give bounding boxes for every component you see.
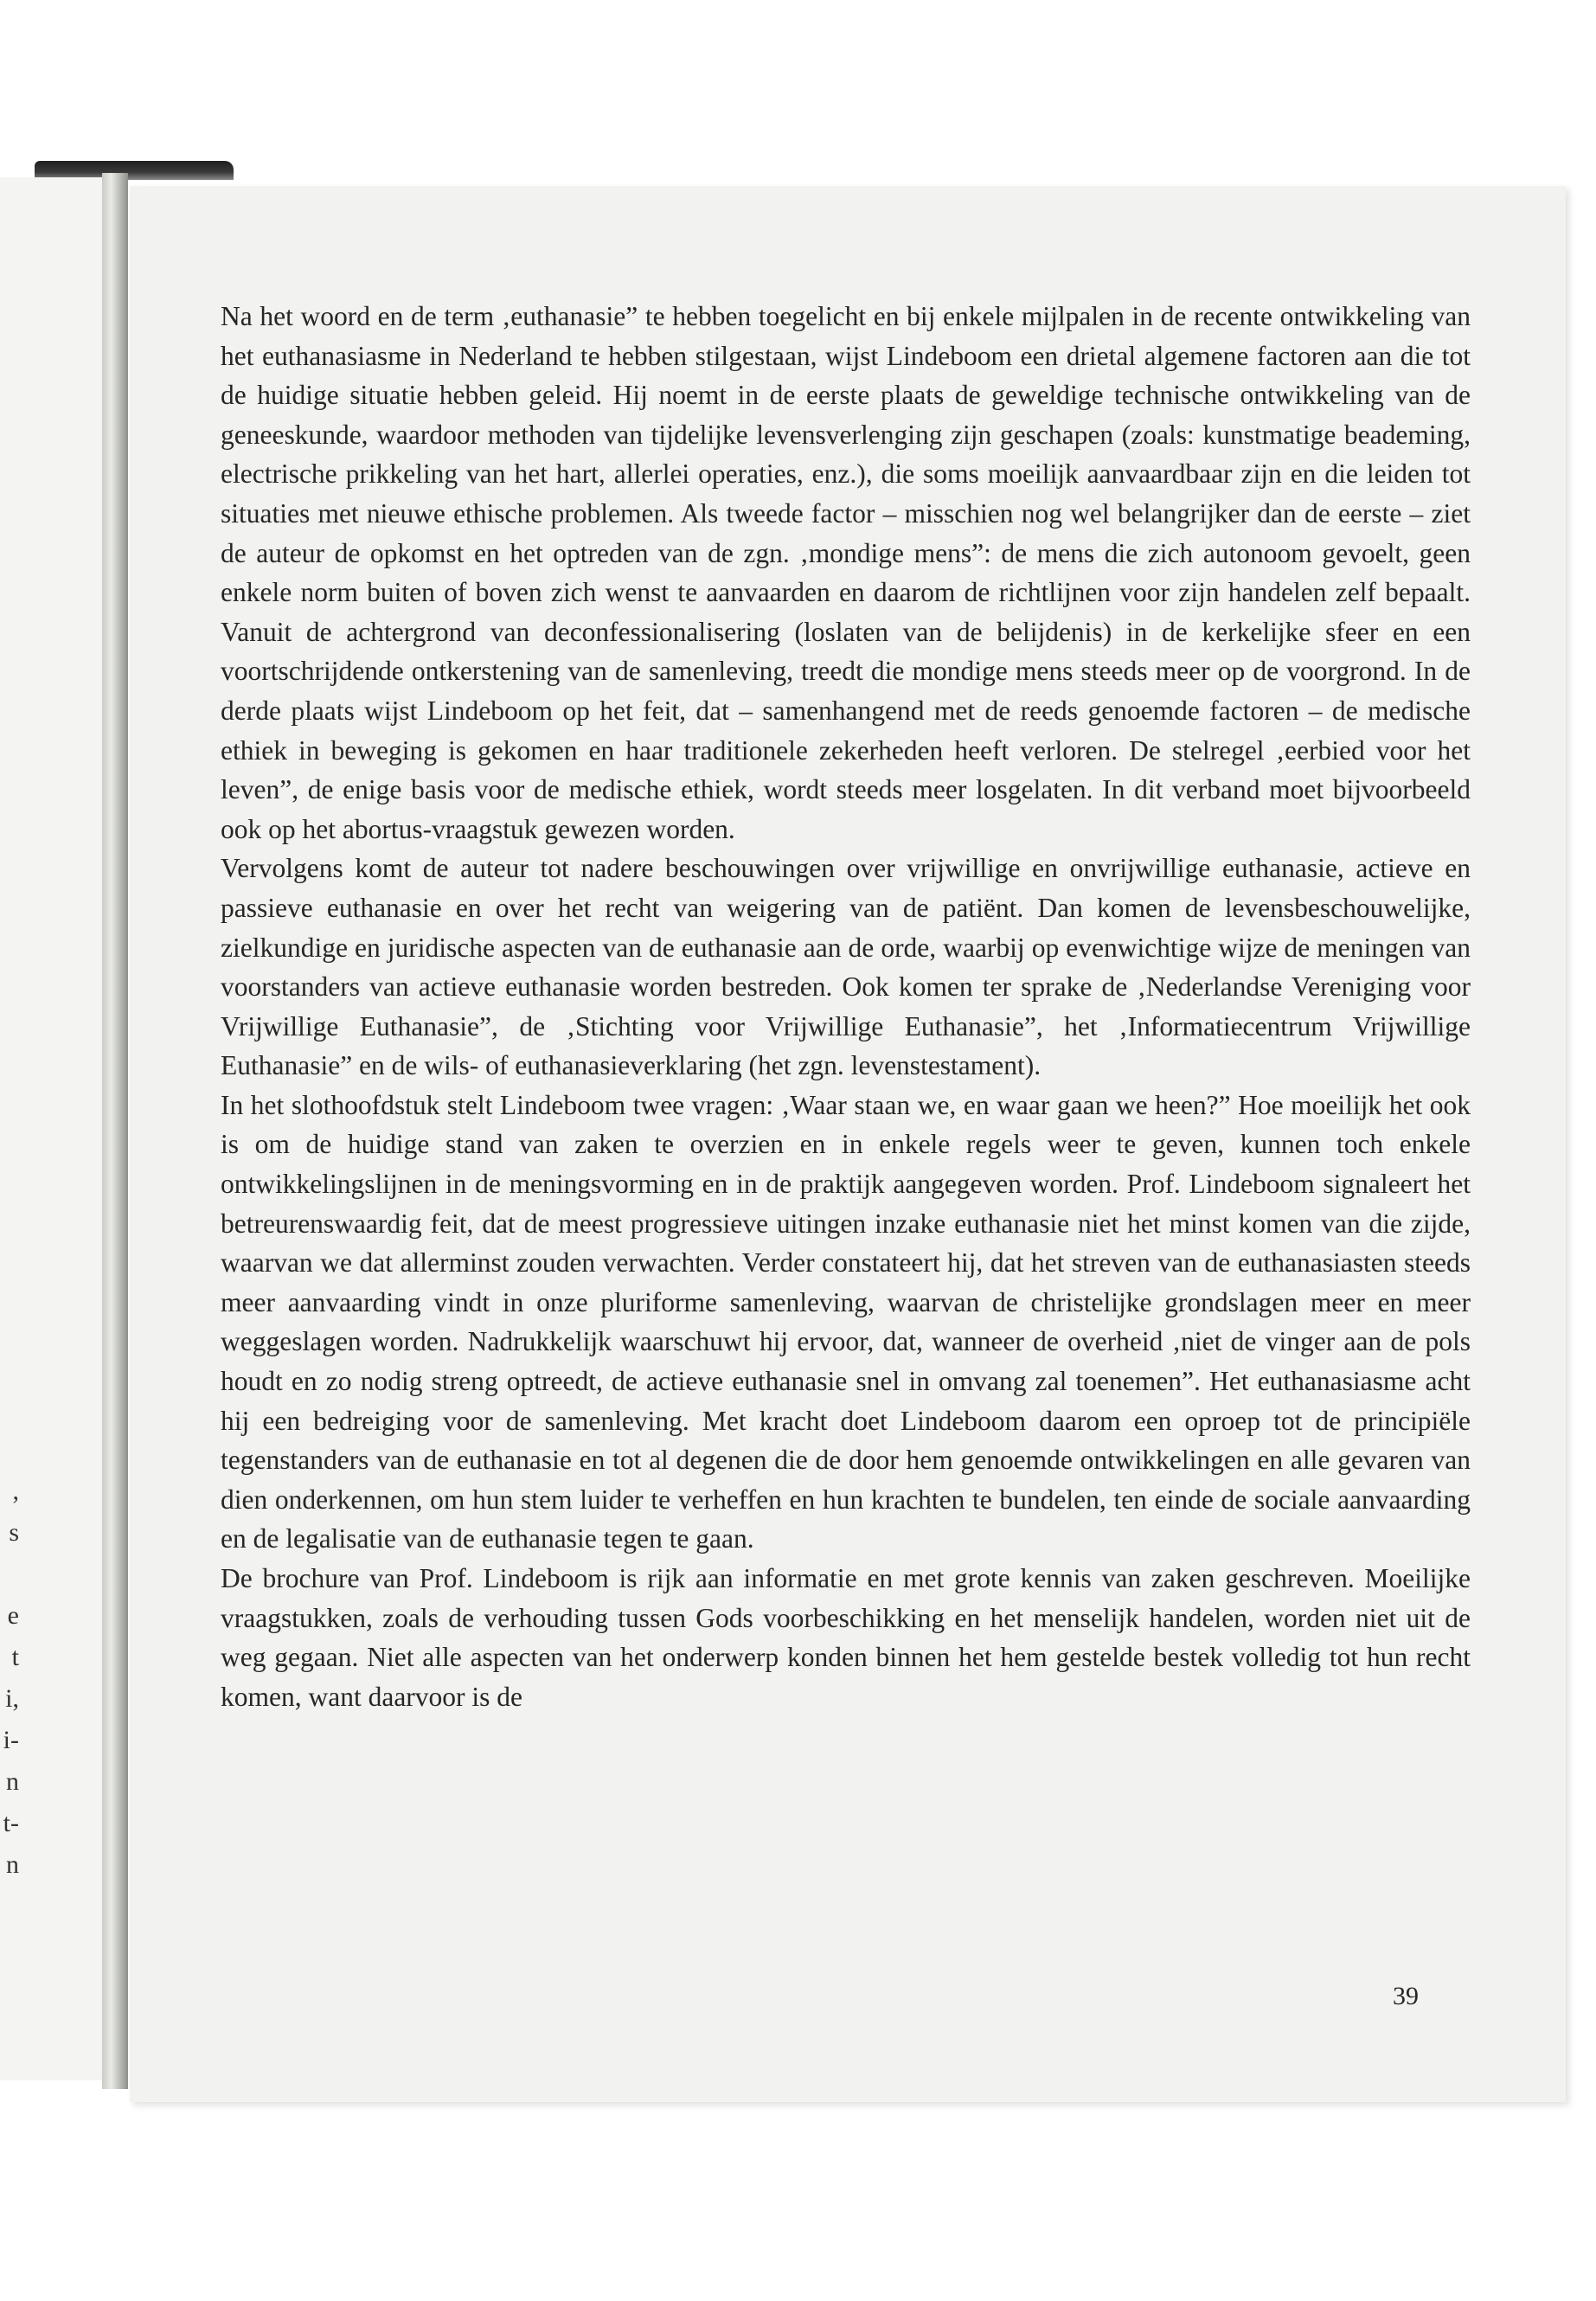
paragraph-1: Na het woord en de term ‚euthanasie” te hebben toegelicht en bij enkele mijlpalen in de recente ontwikkeling van het euthanasiasme in Nederland te hebben stilgestaan, wijst Lindeboom een drietal algemene factoren aan die tot de huidige situatie hebben geleid. Hij noemt in de eerste plaats de geweldige technische ontwikkeling van de geneeskunde, waardoor methoden van tijdelijke levensverlenging zijn geschapen (zoals: kunstmatige beademing, electrische prikkeling van het hart, allerlei operaties, enz.), die soms moeilijk aanvaardbaar zijn en die leiden tot situaties met nieuwe ethische problemen. Als tweede factor – misschien nog wel belangrijker dan de eerste – ziet de auteur de opkomst en het optreden van de zgn. ‚mondige mens”: de mens die zich autonoom gevoelt, geen enkele norm buiten of boven zich wenst te aanvaarden en daarom de richtlijnen voor zijn handelen zelf bepaalt. Vanuit de achtergrond van deconfessionalisering (loslaten van de belijdenis) in de kerkelijke sfeer en een voortschrijdende ontkerstening van de samenleving, treedt die mondige mens steeds meer op de voorgrond. In de derde plaats wijst Lindeboom op het feit, dat – samenhangend met de reeds genoemde factoren – de medische ethiek in beweging is gekomen en haar traditionele zekerheden heeft verloren. De stelregel ‚eerbied voor het leven”, de enige basis voor de medische ethiek, wordt steeds meer losgelaten. In dit verband moet bijvoorbeeld ook op het abortus-vraagstuk gewezen worden. — [221, 301, 1471, 844]
fragment: i- — [3, 1726, 19, 1754]
fragment: i, — [5, 1684, 19, 1713]
page-number: 39 — [1393, 1982, 1419, 2010]
paragraph-2: Vervolgens komt de auteur tot nadere beschouwingen over vrijwillige en onvrijwillige euthanasie, actieve en passieve euthanasie en over het recht van weigering van de patiënt. Dan komen de levensbeschouwelijke, zielkundige en juridische aspecten van de euthanasie aan de orde, waarbij op evenwichtige wijze de meningen van voorstanders van actieve euthanasie worden bestreden. Ook komen ter sprake de ‚Nederlandse Vereniging voor Vrijwillige Euthanasie”, de ‚Stichting voor Vrijwillige Euthanasie”, het ‚Informatiecentrum Vrijwillige Euthanasie” en de wils- of euthanasieverklaring (het zgn. levenstestament). — [221, 853, 1471, 1081]
fragment: , — [12, 1477, 19, 1505]
paragraph-3: In het slothoofdstuk stelt Lindeboom twee vragen: ‚Waar staan we, en waar gaan we heen?” Hoe moeilijk het ook is om de huidige stand van zaken te overzien en in enkele regels weer te geven, kunnen toch enkele ontwikkelingslijnen in de meningsvorming en in de praktijk aangegeven worden. Prof. Lindeboom signaleert het betreurenswaardig feit, dat de meest progressieve uitingen inzake euthanasie niet het minst komen van die zijde, waarvan we dat allerminst zouden verwachten. Verder constateert hij, dat het streven van de euthanasiasten steeds meer aanvaarding vindt in onze pluriforme samenleving, waarvan de christelijke grondslagen meer en meer weggeslagen worden. Nadrukkelijk waarschuwt hij ervoor, dat, wanneer de overheid ‚niet de vinger aan de pols houdt en zo nodig streng optreedt, de actieve euthanasie snel in omvang zal toenemen”. Het euthanasiasme acht hij een bedreiging voor de samenleving. Met kracht doet Lindeboom daarom een oproep tot de principiële tegenstanders van de euthanasie en tot al degenen die de door hem genoemde ontwikkelingen en alle gevaren van dien onderkennen, om hun stem luider te verheffen en hun krachten te bundelen, ten einde de sociale aanvaarding en de legalisatie van de euthanasie tegen te gaan. — [221, 1089, 1471, 1554]
book-spine-gutter — [102, 173, 128, 2089]
book-page — [130, 186, 1566, 2102]
paragraph-4: De brochure van Prof. Lindeboom is rijk aan informatie en met grote kennis van zaken geschreven. Moeilijke vraagstukken, zoals de verhouding tussen Gods voorbeschikking en het menselijk handelen, worden niet uit de weg gegaan. Niet alle aspecten van het onderwerp konden binnen het hem gestelde bestek volledig tot hun recht komen, want daarvoor is de — [221, 1563, 1471, 1712]
fragment: e — [7, 1601, 19, 1630]
body-text — [221, 297, 1471, 1716]
previous-page-text-fragments — [0, 1471, 19, 1886]
fragment: n — [6, 1850, 19, 1879]
fragment: t — [11, 1643, 19, 1671]
fragment: t- — [3, 1809, 19, 1837]
fragment — [0, 1554, 19, 1595]
fragment: s — [9, 1518, 19, 1547]
fragment: n — [6, 1767, 19, 1796]
